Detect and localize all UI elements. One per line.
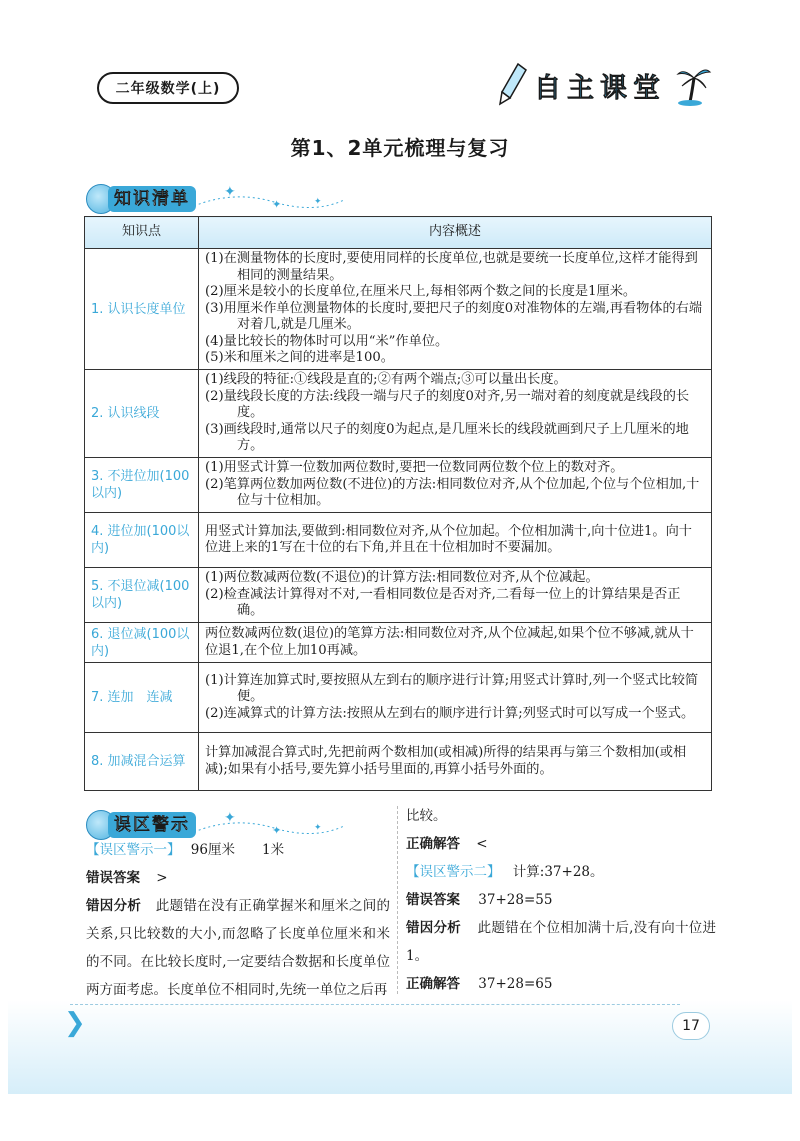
content-line: (3)用厘米作单位测量物体的长度时,要把尺子的刻度0对准物体的左端,再看物体的右端对着几,就是几厘米。 xyxy=(205,300,703,333)
warning-1-analysis xyxy=(86,892,390,1004)
content-line: (4)量比较长的物体时可以用“米”作单位。 xyxy=(205,333,449,349)
content-line: (2)厘米是较小的长度单位,在厘米尺上,每相邻两个数之间的长度是1厘米。 xyxy=(205,284,637,300)
row-topic: 2. 认识线段 xyxy=(85,370,199,458)
svg-text:✦: ✦ xyxy=(272,824,282,837)
svg-text:✦: ✦ xyxy=(224,184,236,200)
warning-heading-label: 误区警示 xyxy=(108,812,196,838)
row-content xyxy=(199,568,712,623)
warning-right-column xyxy=(406,802,716,998)
brand-title: 自主课堂 xyxy=(534,73,666,104)
row-content xyxy=(199,663,712,733)
pencil-icon xyxy=(498,60,532,106)
row-topic: 1. 认识长度单位 xyxy=(85,249,199,370)
content-paragraph: 计算加减混合算式时,先把前两个数相加(或相减)所得的结果再与第三个数相加(或相减);如果有小括号,要先算小括号里面的,再算小括号外面的。 xyxy=(205,745,687,777)
content-paragraph: 两位数减两位数(退位)的笔算方法:相同数位对齐,从个位减起,如果个位不够减,就从十位退1,在个位上加10再减。 xyxy=(205,626,694,658)
content-line: (1)在测量物体的长度时,要使用同样的长度单位,也就是要统一长度单位,这样才能得到相同的测量结果。 xyxy=(205,251,698,283)
analysis-text: 此题错在没有正确掌握米和厘米之间的关系,只比较数的大小,而忽略了长度单位厘米和米的不同。在比较长度时,一定要结合数据和长度单位两方面考虑。长度单位不相同时,先统一单位之后再 xyxy=(86,898,391,998)
svg-text:✦: ✦ xyxy=(314,823,322,833)
content-line: (1)用竖式计算一位数加两位数时,要把一位数同两位数个位上的数对齐。 xyxy=(205,460,624,476)
content-line: (3)画线段时,通常以尺子的刻度0为起点,是几厘米长的线段就画到尺子上几厘米的地方。 xyxy=(205,421,689,454)
warning-left-column xyxy=(86,836,390,1004)
right-answer-value: < xyxy=(476,836,488,852)
content-line: (1)计算连加算式时,要按照从左到右的顺序进行计算;用竖式计算时,列一个竖式比较简便。 xyxy=(205,672,699,705)
warning-2-wrong-line xyxy=(406,886,716,914)
row-content xyxy=(199,733,712,791)
svg-text:✦: ✦ xyxy=(314,197,322,207)
row-topic: 3. 不进位加(100以内) xyxy=(85,458,199,513)
right-answer-label: 正确解答 xyxy=(406,976,460,992)
row-content xyxy=(199,370,712,458)
knowledge-table xyxy=(84,216,712,791)
footer-divider xyxy=(70,1004,680,1005)
row-content xyxy=(199,458,712,513)
warning-1-question: 96厘米 1米 xyxy=(190,842,285,858)
table-header-row xyxy=(85,217,712,249)
row-content xyxy=(199,513,712,568)
warning-1-wrong-line xyxy=(86,864,390,892)
row-content xyxy=(199,249,712,370)
table-row xyxy=(85,568,712,623)
warning-2-analysis xyxy=(406,914,716,970)
content-paragraph: 用竖式计算加法,要做到:相同数位对齐,从个位加起。个位相加满十,向十位进1。向十位进上来的1写在十位的右下角,并且在十位相加时不要漏加。 xyxy=(205,523,692,555)
content-line: (2)笔算两位数加两位数(不进位)的方法:相同数位对齐,从个位加起,个位与个位相加,十位与十位相加。 xyxy=(205,476,700,509)
svg-text:✦: ✦ xyxy=(224,810,236,826)
column-divider xyxy=(397,806,398,994)
warning-2-right-line xyxy=(406,970,716,998)
table-row xyxy=(85,249,712,370)
page-number: 17 xyxy=(672,1012,710,1040)
warning-1-question-line xyxy=(86,836,390,864)
knowledge-heading-label: 知识清单 xyxy=(108,186,196,212)
svg-text:✦: ✦ xyxy=(272,198,282,211)
right-answer-label: 正确解答 xyxy=(406,836,460,852)
wrong-answer-label: 错误答案 xyxy=(406,892,460,908)
warning-2-tag: 【误区警示二】 xyxy=(406,864,501,880)
palm-tree-icon xyxy=(676,62,712,106)
row-topic: 5. 不退位减(100以内) xyxy=(85,568,199,623)
content-line: (2)检查减法计算得对不对,一看相同数位是否对齐,二看每一位上的计算结果是否正确。 xyxy=(205,586,681,619)
wrong-answer-value: > xyxy=(156,870,168,886)
right-answer-value: 37+28=65 xyxy=(478,976,553,992)
content-line: (1)线段的特征:①线段是直的;②有两个端点;③可以量出长度。 xyxy=(205,372,567,388)
analysis-label: 错因分析 xyxy=(86,898,142,914)
table-row xyxy=(85,370,712,458)
chevron-right-icon: ❯ xyxy=(64,1008,86,1038)
analysis-label: 错因分析 xyxy=(406,920,462,936)
analysis-text: 此题错在个位相加满十后,没有向十位进1。 xyxy=(406,920,716,964)
page-title: 第1、2单元梳理与复习 xyxy=(290,136,510,160)
knowledge-section-heading xyxy=(86,180,346,220)
brand-logo xyxy=(498,60,713,110)
content-line: (5)米和厘米之间的进率是100。 xyxy=(205,350,394,366)
table-row xyxy=(85,733,712,791)
table-row xyxy=(85,513,712,568)
warning-1-tag: 【误区警示一】 xyxy=(86,842,181,858)
analysis-continuation: 比较。 xyxy=(406,808,447,824)
content-line: (2)连减算式的计算方法:按照从左到右的顺序进行计算;列竖式时可以写成一个竖式。 xyxy=(205,705,695,721)
row-content xyxy=(199,623,712,663)
grade-badge: 二年级数学(上) xyxy=(97,72,239,104)
wrong-answer-value: 37+28=55 xyxy=(478,892,553,908)
row-topic: 7. 连加 连减 xyxy=(85,663,199,733)
sparkle-trail-icon xyxy=(194,180,344,214)
wrong-answer-label: 错误答案 xyxy=(86,870,140,886)
column-header-topic: 知识点 xyxy=(85,217,199,249)
warning-2-question-line xyxy=(406,858,716,886)
table-row xyxy=(85,458,712,513)
warning-1-right-line xyxy=(406,830,716,858)
table-row xyxy=(85,623,712,663)
content-line: (1)两位数减两位数(不退位)的计算方法:相同数位对齐,从个位减起。 xyxy=(205,570,599,586)
row-topic: 4. 进位加(100以内) xyxy=(85,513,199,568)
row-topic: 8. 加减混合运算 xyxy=(85,733,199,791)
warning-2-question: 计算:37+28。 xyxy=(512,864,604,880)
row-topic: 6. 退位减(100以内) xyxy=(85,623,199,663)
sparkle-trail-icon xyxy=(194,806,344,840)
content-line: (2)量线段长度的方法:线段一端与尺子的刻度0对齐,另一端对着的刻度就是线段的长度。 xyxy=(205,388,690,421)
footer-band xyxy=(8,1000,792,1094)
column-header-content: 内容概述 xyxy=(199,217,712,249)
table-row xyxy=(85,663,712,733)
